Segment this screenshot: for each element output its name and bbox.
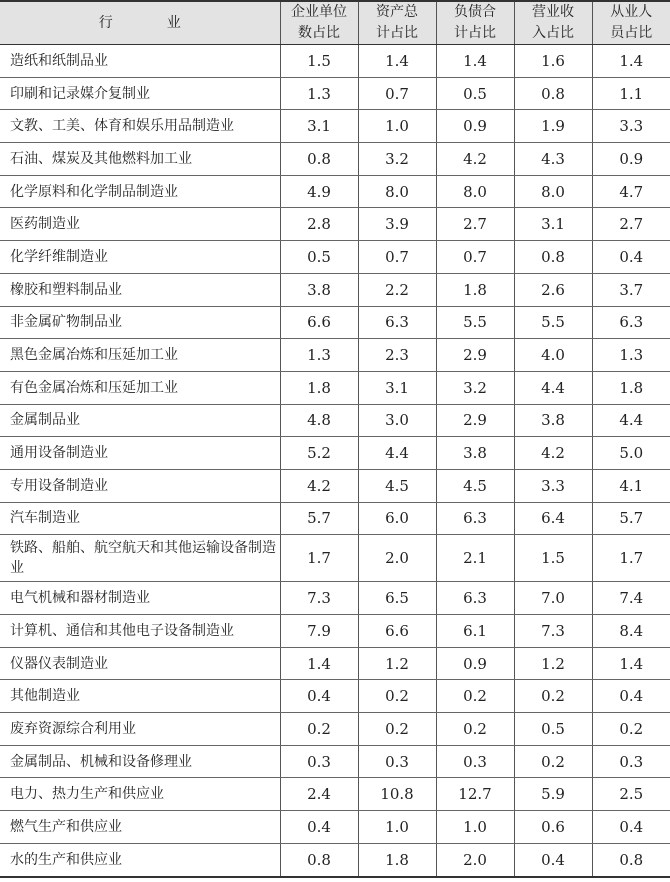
header-line: 资产总 xyxy=(376,4,418,20)
value-cell: 0.8 xyxy=(514,241,592,274)
industry-name-cell: 化学纤维制造业 xyxy=(0,241,280,274)
table-row xyxy=(0,680,670,713)
table-row xyxy=(0,339,670,372)
table-row xyxy=(0,582,670,615)
value-cell: 3.8 xyxy=(436,437,514,470)
value-cell: 1.0 xyxy=(358,811,436,844)
value-cell: 3.3 xyxy=(514,469,592,502)
table-row xyxy=(0,306,670,339)
table-row xyxy=(0,745,670,778)
value-cell: 2.8 xyxy=(280,208,358,241)
value-cell: 1.5 xyxy=(280,45,358,78)
value-cell: 1.9 xyxy=(514,110,592,143)
value-cell: 1.4 xyxy=(280,647,358,680)
industry-name-cell: 造纸和纸制品业 xyxy=(0,45,280,78)
value-cell: 3.2 xyxy=(358,143,436,176)
value-cell: 2.0 xyxy=(358,535,436,582)
header-line: 数占比 xyxy=(298,25,340,41)
value-cell: 7.9 xyxy=(280,615,358,648)
value-cell: 7.0 xyxy=(514,582,592,615)
header-line: 计占比 xyxy=(376,25,418,41)
industry-name-cell: 仪器仪表制造业 xyxy=(0,647,280,680)
value-cell: 0.4 xyxy=(280,680,358,713)
value-cell: 2.6 xyxy=(514,273,592,306)
table-row xyxy=(0,143,670,176)
value-cell: 4.7 xyxy=(592,175,670,208)
value-cell: 1.7 xyxy=(280,535,358,582)
industry-name-cell: 金属制品、机械和设备修理业 xyxy=(0,745,280,778)
value-cell: 6.1 xyxy=(436,615,514,648)
value-cell: 4.4 xyxy=(592,404,670,437)
industry-name-cell: 非金属矿物制品业 xyxy=(0,306,280,339)
value-cell: 1.3 xyxy=(280,77,358,110)
value-cell: 2.9 xyxy=(436,339,514,372)
value-cell: 0.2 xyxy=(436,680,514,713)
value-cell: 6.3 xyxy=(436,582,514,615)
table-row xyxy=(0,778,670,811)
table-row xyxy=(0,502,670,535)
value-cell: 4.1 xyxy=(592,469,670,502)
value-cell: 2.2 xyxy=(358,273,436,306)
industry-name-cell: 橡胶和塑料制品业 xyxy=(0,273,280,306)
value-cell: 0.3 xyxy=(592,745,670,778)
table-row xyxy=(0,273,670,306)
value-cell: 0.8 xyxy=(280,143,358,176)
industry-name-cell: 水的生产和供应业 xyxy=(0,843,280,876)
value-cell: 3.2 xyxy=(436,371,514,404)
value-cell: 8.4 xyxy=(592,615,670,648)
value-cell: 0.4 xyxy=(514,843,592,876)
table-row xyxy=(0,713,670,746)
industry-name-cell: 电力、热力生产和供应业 xyxy=(0,778,280,811)
value-cell: 4.9 xyxy=(280,175,358,208)
industry-name-cell: 金属制品业 xyxy=(0,404,280,437)
value-cell: 4.2 xyxy=(514,437,592,470)
value-cell: 2.4 xyxy=(280,778,358,811)
value-cell: 0.5 xyxy=(514,713,592,746)
header-line: 负债合 xyxy=(454,4,496,20)
value-cell: 5.5 xyxy=(514,306,592,339)
value-cell: 1.4 xyxy=(436,45,514,78)
value-cell: 5.7 xyxy=(592,502,670,535)
industry-name-cell: 石油、煤炭及其他燃料加工业 xyxy=(0,143,280,176)
value-cell: 3.1 xyxy=(358,371,436,404)
header-liabilities-share xyxy=(436,1,514,45)
value-cell: 1.4 xyxy=(592,647,670,680)
value-cell: 0.5 xyxy=(436,77,514,110)
value-cell: 6.6 xyxy=(280,306,358,339)
value-cell: 7.3 xyxy=(514,615,592,648)
value-cell: 7.4 xyxy=(592,582,670,615)
value-cell: 1.8 xyxy=(592,371,670,404)
value-cell: 3.7 xyxy=(592,273,670,306)
value-cell: 0.8 xyxy=(514,77,592,110)
header-line: 营业收 xyxy=(532,4,574,20)
industry-name-cell: 文教、工美、体育和娱乐用品制造业 xyxy=(0,110,280,143)
value-cell: 3.0 xyxy=(358,404,436,437)
value-cell: 0.8 xyxy=(592,843,670,876)
industry-name-cell: 化学原料和化学制品制造业 xyxy=(0,175,280,208)
industry-name-cell: 有色金属冶炼和压延加工业 xyxy=(0,371,280,404)
value-cell: 2.3 xyxy=(358,339,436,372)
value-cell: 4.4 xyxy=(358,437,436,470)
value-cell: 5.0 xyxy=(592,437,670,470)
value-cell: 6.0 xyxy=(358,502,436,535)
industry-name-cell: 黑色金属冶炼和压延加工业 xyxy=(0,339,280,372)
industry-name-cell: 燃气生产和供应业 xyxy=(0,811,280,844)
value-cell: 3.8 xyxy=(280,273,358,306)
industry-name-cell: 专用设备制造业 xyxy=(0,469,280,502)
value-cell: 0.3 xyxy=(436,745,514,778)
value-cell: 8.0 xyxy=(514,175,592,208)
table-row xyxy=(0,175,670,208)
value-cell: 0.4 xyxy=(592,811,670,844)
value-cell: 0.7 xyxy=(436,241,514,274)
value-cell: 12.7 xyxy=(436,778,514,811)
table-row xyxy=(0,110,670,143)
industry-name-cell: 其他制造业 xyxy=(0,680,280,713)
value-cell: 5.5 xyxy=(436,306,514,339)
value-cell: 8.0 xyxy=(436,175,514,208)
value-cell: 0.9 xyxy=(592,143,670,176)
value-cell: 1.1 xyxy=(592,77,670,110)
value-cell: 2.7 xyxy=(436,208,514,241)
header-line: 从业人 xyxy=(610,4,653,20)
value-cell: 2.1 xyxy=(436,535,514,582)
table-row xyxy=(0,371,670,404)
value-cell: 1.0 xyxy=(358,110,436,143)
table-body xyxy=(0,45,670,877)
industry-name-cell: 电气机械和器材制造业 xyxy=(0,582,280,615)
value-cell: 5.7 xyxy=(280,502,358,535)
header-revenue-share xyxy=(514,1,592,45)
table-row xyxy=(0,45,670,78)
value-cell: 6.6 xyxy=(358,615,436,648)
industry-name-cell: 印刷和记录媒介复制业 xyxy=(0,77,280,110)
value-cell: 3.1 xyxy=(514,208,592,241)
value-cell: 6.3 xyxy=(592,306,670,339)
value-cell: 0.2 xyxy=(514,680,592,713)
value-cell: 0.7 xyxy=(358,77,436,110)
value-cell: 6.3 xyxy=(358,306,436,339)
header-assets-share xyxy=(358,1,436,45)
value-cell: 2.7 xyxy=(592,208,670,241)
value-cell: 4.2 xyxy=(280,469,358,502)
value-cell: 1.8 xyxy=(280,371,358,404)
value-cell: 4.4 xyxy=(514,371,592,404)
value-cell: 1.0 xyxy=(436,811,514,844)
table-row xyxy=(0,437,670,470)
industry-name-cell: 铁路、船舶、航空航天和其他运输设备制造业 xyxy=(0,535,280,582)
value-cell: 3.9 xyxy=(358,208,436,241)
value-cell: 1.2 xyxy=(358,647,436,680)
table-row xyxy=(0,208,670,241)
header-line: 计占比 xyxy=(454,25,496,41)
table-row xyxy=(0,469,670,502)
value-cell: 1.4 xyxy=(592,45,670,78)
value-cell: 1.2 xyxy=(514,647,592,680)
value-cell: 0.5 xyxy=(280,241,358,274)
value-cell: 1.5 xyxy=(514,535,592,582)
value-cell: 0.9 xyxy=(436,110,514,143)
value-cell: 8.0 xyxy=(358,175,436,208)
value-cell: 5.2 xyxy=(280,437,358,470)
value-cell: 1.3 xyxy=(280,339,358,372)
value-cell: 6.5 xyxy=(358,582,436,615)
value-cell: 7.3 xyxy=(280,582,358,615)
value-cell: 6.4 xyxy=(514,502,592,535)
value-cell: 6.3 xyxy=(436,502,514,535)
value-cell: 1.8 xyxy=(436,273,514,306)
value-cell: 4.8 xyxy=(280,404,358,437)
value-cell: 1.7 xyxy=(592,535,670,582)
value-cell: 0.2 xyxy=(358,713,436,746)
industry-name-cell: 废弃资源综合利用业 xyxy=(0,713,280,746)
value-cell: 0.7 xyxy=(358,241,436,274)
value-cell: 5.9 xyxy=(514,778,592,811)
header-line: 企业单位 xyxy=(291,4,347,20)
value-cell: 0.8 xyxy=(280,843,358,876)
header-line: 员占比 xyxy=(610,25,653,41)
value-cell: 0.2 xyxy=(358,680,436,713)
value-cell: 3.3 xyxy=(592,110,670,143)
table-row xyxy=(0,404,670,437)
value-cell: 2.5 xyxy=(592,778,670,811)
value-cell: 1.3 xyxy=(592,339,670,372)
value-cell: 1.4 xyxy=(358,45,436,78)
value-cell: 2.9 xyxy=(436,404,514,437)
value-cell: 10.8 xyxy=(358,778,436,811)
value-cell: 4.0 xyxy=(514,339,592,372)
table-header-row xyxy=(0,1,670,45)
industry-name-cell: 通用设备制造业 xyxy=(0,437,280,470)
value-cell: 3.8 xyxy=(514,404,592,437)
value-cell: 4.2 xyxy=(436,143,514,176)
table-row xyxy=(0,811,670,844)
table-row xyxy=(0,241,670,274)
value-cell: 0.3 xyxy=(280,745,358,778)
value-cell: 0.4 xyxy=(592,680,670,713)
value-cell: 2.0 xyxy=(436,843,514,876)
value-cell: 0.3 xyxy=(358,745,436,778)
value-cell: 0.4 xyxy=(280,811,358,844)
value-cell: 0.2 xyxy=(514,745,592,778)
table-row xyxy=(0,535,670,582)
header-industry: 行 业 xyxy=(0,1,280,45)
industry-name-cell: 医药制造业 xyxy=(0,208,280,241)
value-cell: 4.5 xyxy=(436,469,514,502)
value-cell: 0.4 xyxy=(592,241,670,274)
industry-name-cell: 汽车制造业 xyxy=(0,502,280,535)
header-employees-share xyxy=(592,1,670,45)
value-cell: 0.2 xyxy=(592,713,670,746)
table-row xyxy=(0,843,670,876)
value-cell: 4.3 xyxy=(514,143,592,176)
value-cell: 0.6 xyxy=(514,811,592,844)
industry-name-cell: 计算机、通信和其他电子设备制造业 xyxy=(0,615,280,648)
value-cell: 3.1 xyxy=(280,110,358,143)
header-enterprise-share xyxy=(280,1,358,45)
value-cell: 0.2 xyxy=(280,713,358,746)
value-cell: 1.6 xyxy=(514,45,592,78)
value-cell: 0.2 xyxy=(436,713,514,746)
value-cell: 1.8 xyxy=(358,843,436,876)
value-cell: 0.9 xyxy=(436,647,514,680)
table-row xyxy=(0,647,670,680)
value-cell: 4.5 xyxy=(358,469,436,502)
table-row xyxy=(0,77,670,110)
header-line: 入占比 xyxy=(532,25,574,41)
table-row xyxy=(0,615,670,648)
